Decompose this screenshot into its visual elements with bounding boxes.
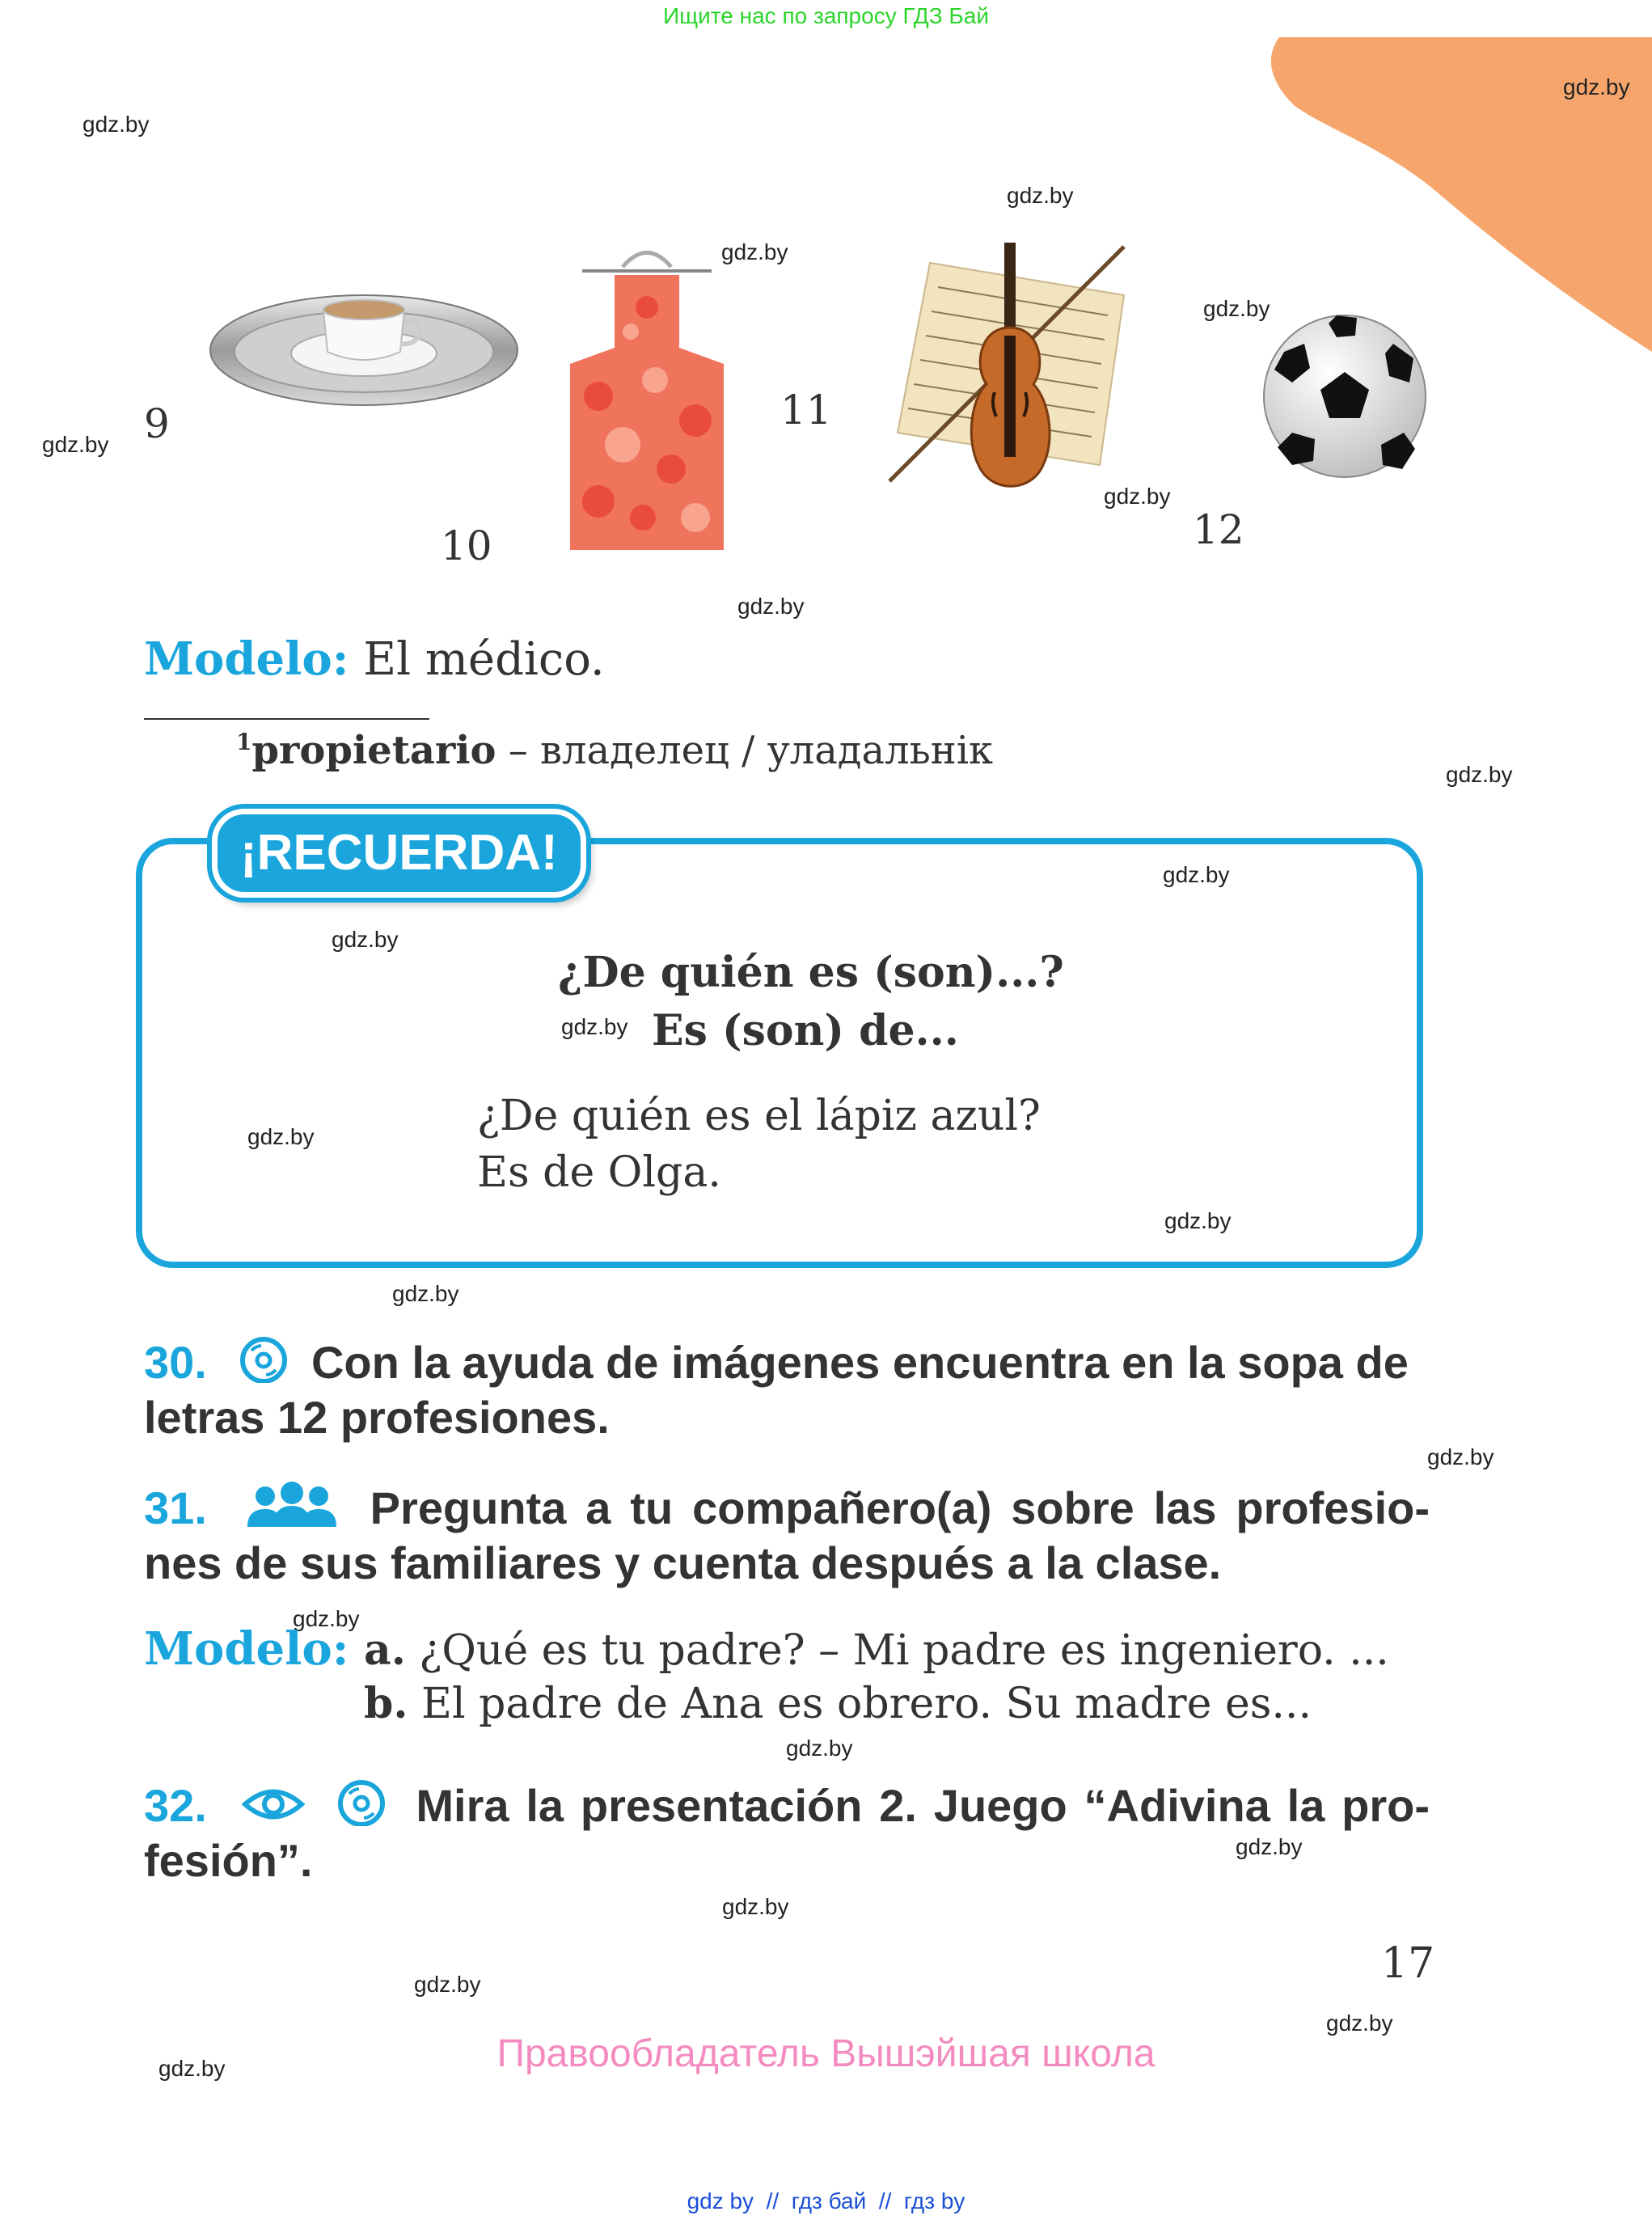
exercise-number: 31. xyxy=(144,1482,207,1533)
page-number: 17 xyxy=(1381,1939,1435,1988)
exercise-text: Mira la presentación 2. Juego “Adivina la pro-fesión”. xyxy=(144,1780,1430,1886)
copyright-notice: Правообладатель Вышэйшая школа xyxy=(496,2032,1156,2075)
exercise-number: 30. xyxy=(144,1337,207,1388)
image-number: 11 xyxy=(780,387,832,433)
bottom-links[interactable]: gdz by // гдз бай // гдз by xyxy=(687,2188,965,2213)
image-number: 12 xyxy=(1193,506,1244,553)
footnote-marker: 1 xyxy=(236,729,252,755)
watermark: gdz.by xyxy=(1104,484,1171,509)
watermark: gdz.by xyxy=(1563,74,1630,99)
watermark: gdz.by xyxy=(721,239,788,264)
watermark: gdz.by xyxy=(1163,862,1230,887)
exercise-31 xyxy=(144,1480,1430,1591)
modelo-label: Modelo: xyxy=(144,1622,349,1676)
recuerda-question-pattern: ¿De quién es (son)...? xyxy=(558,948,1064,997)
modelo-letter-b: b. xyxy=(364,1679,408,1728)
watermark: gdz.by xyxy=(1236,1834,1303,1859)
watermark: gdz.by xyxy=(293,1606,360,1631)
recuerda-example-answer: Es de Olga. xyxy=(477,1148,721,1197)
modelo-letter-a: a. xyxy=(364,1626,406,1675)
modelo-2-line-a xyxy=(144,1622,1389,1676)
watermark: gdz.by xyxy=(722,1894,789,1919)
footnote-term: propietario xyxy=(251,728,496,773)
group-icon xyxy=(244,1480,340,1528)
modelo-text: El médico. xyxy=(363,633,605,686)
watermark: gdz.by xyxy=(1427,1444,1494,1469)
watermark: gdz.by xyxy=(82,112,150,137)
image-number: 10 xyxy=(441,522,492,569)
recuerda-answer-pattern: Es (son) de... xyxy=(652,1006,959,1055)
exercise-30 xyxy=(144,1334,1430,1445)
watermark: gdz.by xyxy=(786,1736,853,1761)
exercise-32 xyxy=(144,1778,1430,1888)
watermark: gdz.by xyxy=(247,1124,315,1149)
watermark: gdz.by xyxy=(158,2056,226,2081)
disc-icon xyxy=(237,1334,290,1383)
exercise-text: Con la ayuda de imágenes encuentra en la sopa de letras 12 profesiones. xyxy=(144,1337,1409,1443)
watermark: gdz.by xyxy=(1446,762,1513,787)
recuerda-example-question: ¿De quién es el lápiz azul? xyxy=(477,1092,1041,1140)
footnote xyxy=(236,728,993,773)
modelo-label: Modelo: xyxy=(144,632,349,686)
watermark: gdz.by xyxy=(737,594,805,619)
recuerda-title: ¡RECUERDA! xyxy=(212,809,586,898)
watermark: gdz.by xyxy=(42,432,109,457)
watermark: gdz.by xyxy=(332,927,399,952)
footnote-translation: – владелец / уладальнік xyxy=(496,728,994,773)
modelo-text-a: ¿Qué es tu padre? – Mi padre es ingeniero. ... xyxy=(405,1626,1389,1675)
tray-with-cup-icon xyxy=(206,287,522,412)
eye-icon xyxy=(242,1782,305,1826)
exercise-text: Pregunta a tu compañero(a) sobre las profesio-nes de sus familiares y cuenta después a la clase. xyxy=(144,1482,1430,1588)
exercise-number: 32. xyxy=(144,1780,207,1831)
watermark: gdz.by xyxy=(1164,1208,1232,1233)
violin-icon xyxy=(881,239,1140,534)
watermark: gdz.by xyxy=(1203,296,1270,321)
apron-icon xyxy=(566,235,728,554)
top-banner[interactable]: Ищите нас по запросу ГДЗ Бай xyxy=(662,3,990,28)
watermark: gdz.by xyxy=(414,1972,481,1997)
watermark: gdz.by xyxy=(561,1014,628,1039)
watermark: gdz.by xyxy=(1326,2010,1393,2036)
soccer-ball-icon xyxy=(1260,311,1430,481)
image-number: 9 xyxy=(144,400,170,447)
modelo-line xyxy=(144,632,605,686)
footnote-rule xyxy=(144,718,429,720)
modelo-text-b: El padre de Ana es obrero. Su madre es... xyxy=(408,1680,1312,1728)
modelo-2-line-b xyxy=(364,1679,1312,1728)
disc-icon xyxy=(335,1778,388,1826)
watermark: gdz.by xyxy=(1007,183,1074,208)
watermark: gdz.by xyxy=(392,1281,459,1306)
